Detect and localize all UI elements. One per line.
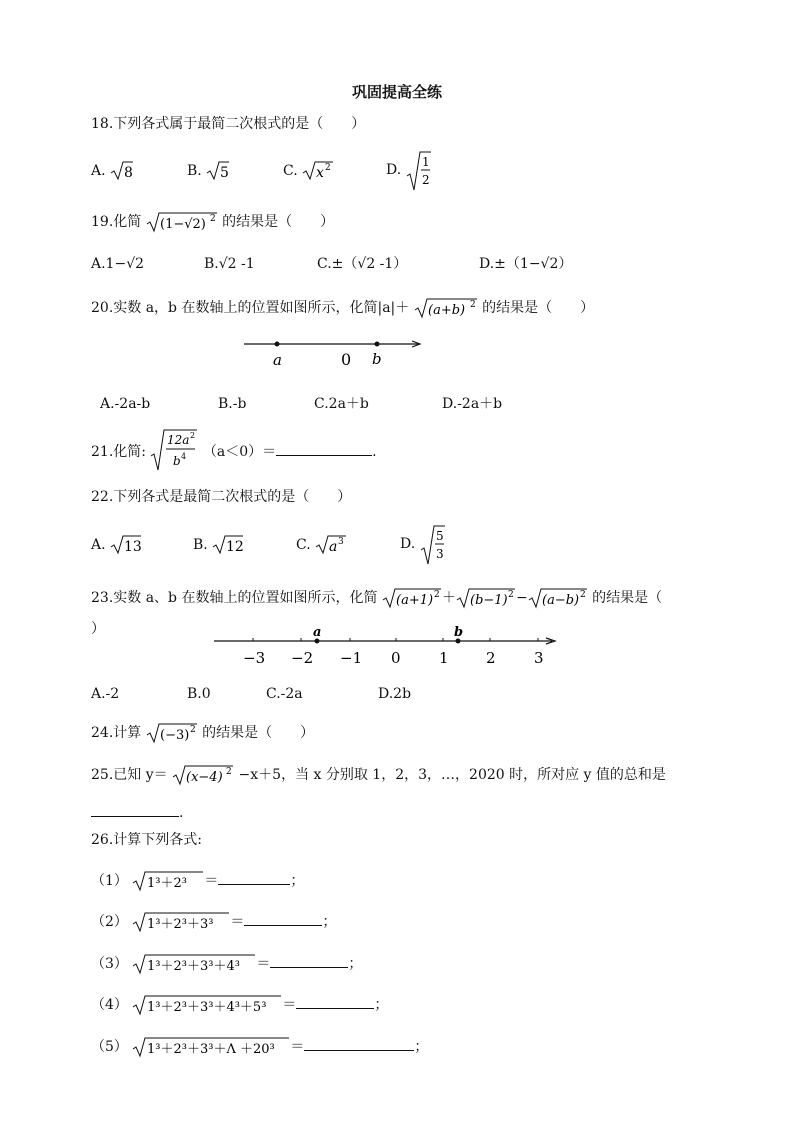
tick-label: −3 (243, 649, 266, 667)
numerator: 12a (167, 433, 190, 447)
radicand: 13 (124, 539, 142, 555)
tick-label: 2 (486, 649, 496, 667)
sqrt-expression (132, 910, 230, 934)
sqrt-expression (132, 993, 282, 1017)
sqrt-expression (172, 763, 234, 787)
q26-item-2: （2） 1³＋2³＋3³ ＝ ； (91, 910, 336, 934)
q23-option-c: C.-2a (266, 686, 303, 702)
point-b (375, 342, 380, 347)
exponent: 2 (469, 300, 476, 310)
q20-option-b: B.-b (218, 396, 247, 412)
answer-blank[interactable] (270, 953, 348, 968)
q19-option-a: A.1−√2 (91, 256, 145, 272)
radicand: (a+b) (427, 303, 465, 318)
sqrt-expression (132, 1035, 290, 1059)
radicand: 1³＋2³＋3³ (147, 917, 214, 932)
point-a (275, 342, 280, 347)
denominator: b (173, 454, 182, 468)
q22-option-b: B. 12 (193, 534, 244, 556)
q23-stem: 23.实数 a、b 在数轴上的位置如图所示，化简 (a+1) 2 ＋ (b−1) 2 − (a−b) 2 的结果是（ (91, 586, 662, 610)
sqrt-fraction (406, 150, 432, 192)
label-a: a (273, 351, 282, 369)
sqrt-term-2 (456, 586, 516, 610)
sqrt-fraction (150, 428, 198, 472)
sqrt-symbol (110, 160, 134, 182)
answer-blank[interactable] (296, 994, 374, 1009)
number-line-q20 (240, 333, 425, 373)
radicand: 1³＋2³＋3³＋Λ ＋20³ (147, 1042, 276, 1057)
answer-blank[interactable] (91, 802, 179, 817)
q18-stem: 18.下列各式属于最简二次根式的是（ ） (91, 116, 366, 132)
number-line-q23 (212, 626, 562, 668)
exponent: 2 (579, 590, 586, 600)
sqrt-symbol (212, 534, 244, 556)
exponent: 2 (325, 163, 331, 173)
num-exponent: 2 (190, 431, 196, 440)
radicand: a (329, 539, 338, 555)
denominator: 2 (421, 173, 430, 187)
q23-option-a: A.-2 (91, 686, 120, 702)
radicand: 1³＋2³ (147, 876, 188, 891)
radicand: x (316, 165, 325, 181)
q19-option-b: B.√2 -1 (204, 256, 255, 272)
q22-stem: 22.下列各式是最简二次根式的是（ ） (91, 489, 352, 505)
q19-option-c: C.±（√2 -1） (317, 256, 408, 272)
tick-label: −1 (340, 649, 363, 667)
radicand: (1−√2) (159, 217, 206, 232)
tick-label: 3 (534, 649, 544, 667)
q26-item-4: （4） 1³＋2³＋3³＋4³＋5³ ＝ ； (91, 993, 388, 1017)
radicand: (a+1) (395, 593, 433, 608)
q26-item-5: （5） 1³＋2³＋3³＋Λ ＋20³ ＝ ； (91, 1035, 428, 1059)
tick-label: 0 (391, 649, 401, 667)
exponent: 2 (507, 590, 514, 600)
q19-option-d: D.±（1−√2） (479, 256, 573, 272)
radicand: 1³＋2³＋3³＋4³ (147, 959, 241, 974)
q22-option-d: D. 5 3 (400, 524, 446, 566)
sqrt-term-3 (528, 586, 588, 610)
label-zero: 0 (341, 350, 352, 369)
q24-stem: 24.计算 (−3) 2 的结果是（ ） (91, 721, 314, 745)
sqrt-expression (146, 210, 218, 234)
exponent: 2 (226, 767, 232, 777)
sqrt-term-1 (382, 586, 442, 610)
q23-option-d: D.2b (378, 686, 412, 702)
exponent: 2 (433, 590, 440, 600)
q22-option-a: A. 13 (91, 534, 142, 556)
sqrt-expression (414, 296, 478, 320)
sqrt-symbol (206, 160, 230, 182)
q20-option-c: C.2a＋b (314, 396, 369, 412)
q20-option-d: D.-2a＋b (442, 396, 503, 412)
answer-blank[interactable] (276, 441, 372, 456)
numerator: 5 (435, 529, 444, 543)
page-title: 巩固提高全练 (351, 83, 442, 101)
q18-option-c: C. x 2 (283, 160, 334, 182)
label-b: b (454, 626, 464, 640)
radicand: (x−4) (186, 770, 223, 785)
radicand: 1³＋2³＋3³＋4³＋5³ (147, 1000, 267, 1015)
den-exponent: 4 (181, 452, 187, 461)
answer-blank[interactable] (244, 911, 322, 926)
sqrt-symbol (315, 534, 347, 556)
q20-stem: 20.实数 a，b 在数轴上的位置如图所示，化简|a|＋ (a+b) 2 的结果是（ ） (91, 296, 594, 320)
radicand: (b−1) (469, 593, 508, 608)
tick-label: −2 (291, 649, 314, 667)
q25-answer-line: . (91, 802, 183, 823)
q20-option-a: A.-2a-b (100, 396, 151, 412)
denominator: 3 (435, 547, 444, 561)
q25-stem: 25.已知 y＝ (x−4) 2 −x＋5，当 x 分别取 1，2，3，…，2020 时，所对应 y 值的总和是 (91, 763, 666, 787)
numerator: 1 (421, 155, 430, 169)
q23-close-paren: ） (91, 621, 105, 637)
sqrt-expression (132, 869, 204, 893)
label-a: a (313, 626, 322, 640)
q18-option-d: D. 1 2 (386, 150, 432, 192)
radicand: (a−b) (541, 593, 579, 608)
label-b: b (372, 350, 382, 368)
radicand: (−3) (159, 728, 190, 743)
exponent: 3 (338, 537, 344, 547)
q26-item-1: （1） 1³＋2³ ＝ ； (91, 869, 304, 893)
q26-stem: 26.计算下列各式: (91, 832, 202, 848)
q21-stem: 21.化简: 12a 2 b 4 （a＜0）＝ . (91, 428, 377, 472)
radicand: 8 (124, 165, 133, 181)
q26-item-3: （3） 1³＋2³＋3³＋4³ ＝ ； (91, 952, 362, 976)
exponent: 2 (209, 214, 216, 224)
radicand: 5 (220, 165, 230, 181)
tick-label: 1 (439, 649, 449, 667)
radicand: 12 (226, 539, 245, 555)
q22-option-c: C. a 3 (296, 534, 347, 556)
q18-option-a: A. 8 (91, 160, 134, 182)
sqrt-expression (132, 952, 256, 976)
answer-blank[interactable] (304, 1036, 414, 1051)
sqrt-expression (146, 721, 198, 745)
answer-blank[interactable] (218, 870, 290, 885)
exponent: 2 (189, 725, 196, 735)
sqrt-symbol (302, 160, 334, 182)
q23-option-b: B.0 (187, 686, 211, 702)
q19-stem: 19.化简 (1−√2) 2 的结果是（ ） (91, 210, 334, 234)
sqrt-symbol (110, 534, 142, 556)
sqrt-fraction (420, 524, 446, 566)
q18-option-b: B. 5 (187, 160, 230, 182)
